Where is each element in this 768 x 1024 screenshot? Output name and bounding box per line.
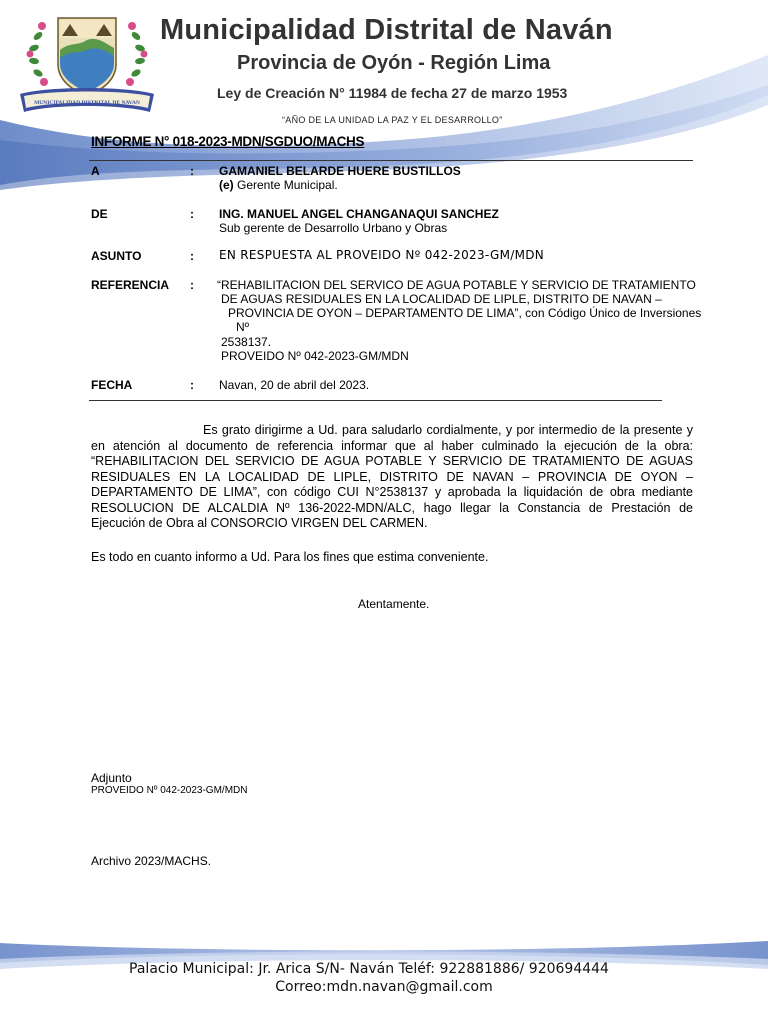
footer-email: Correo:mdn.navan@gmail.com [275,979,493,995]
field-referencia-line-5: 2538137. [221,335,272,349]
body-paragraph-2: Es todo en cuanto informo a Ud. Para los fines que estima conveniente. [91,550,489,564]
field-fecha-label: FECHA [91,378,133,392]
municipal-crest-logo [18,6,156,118]
field-a-value [219,164,461,192]
field-asunto-label: ASUNTO [91,249,142,263]
field-referencia-line-1: “REHABILITACION DEL SERVICO DE AGUA POTABLE Y SERVICIO DE TRATAMIENTO [217,278,696,292]
field-de-role: Sub gerente de Desarrollo Urbano y Obras [219,221,448,235]
informe-number: INFORME N° 018-2023-MDN/SGDUO/MACHS [91,134,365,149]
field-referencia-colon: : [190,278,194,292]
header-title: Municipalidad Distrital de Naván [160,14,613,46]
footer-address: Palacio Municipal: Jr. Arica S/N- Naván Teléf: 922881886/ 920694444 [129,961,609,977]
field-a-role [219,178,461,192]
adjunto-label: Adjunto [91,771,132,785]
field-a-colon: : [190,164,194,178]
field-asunto-value: EN RESPUESTA AL PROVEIDO Nº 042-2023-GM/MDN [219,248,545,262]
field-referencia-line-6: PROVEIDO Nº 042-2023-GM/MDN [221,349,409,363]
body-paragraph-1 [91,423,693,532]
svg-text:MUNICIPALIDAD DISTRITAL DE NAV: MUNICIPALIDAD DISTRITAL DE NAVAN [34,100,140,106]
body-paragraph-1-text: Es grato dirigirme a Ud. para saludarlo cordialmente, y por intermedio de la presente y en atención al documento de referencia informar que al haber culminado la ejecución de la obra: “REHABILITACION DEL SERVICIO DE AGUA POTABLE Y SERVICIO DE TRATAMIENTO DE AGUAS RESIDUALES EN LA LOCALIDAD DE LIPLE, DISTRITO DE NAVAN – PROVINCIA DE OYON – DEPARTAMENTO DE LIMA”, con código CUI N°2538137 y aprobada la liquidación de obra mediante RESOLUCION DE ALCALDIA Nº 136-2022-MDN/ALC, hago llegar la Constancia de Prestación de Ejecución de Obra al CONSORCIO VIRGEN DEL CARMEN. [91,423,693,530]
field-de-label: DE [91,207,108,221]
field-a-label: A [91,164,100,178]
field-fecha-value: Navan, 20 de abril del 2023. [219,378,370,392]
header-motto: “AÑO DE LA UNIDAD LA PAZ Y EL DESARROLLO” [282,115,503,125]
field-a-role-prefix: (e) [219,178,234,192]
field-de-name: ING. MANUEL ANGEL CHANGANAQUI SANCHEZ [219,207,499,221]
field-de-value [219,207,499,235]
divider-top [89,160,693,161]
field-referencia-line-2: DE AGUAS RESIDUALES EN LA LOCALIDAD DE LIPLE, DISTRITO DE NAVAN – [221,292,662,306]
divider-bottom [89,400,662,401]
field-referencia-line-4: Nº [236,320,250,334]
field-de-colon: : [190,207,194,221]
field-a-name: GAMANIEL BELARDE HUERE BUSTILLOS [219,164,461,178]
header-subtitle: Provincia de Oyón - Región Lima [237,52,551,74]
closing: Atentamente. [358,597,430,611]
field-a-role-text: Gerente Municipal. [233,178,338,192]
field-fecha-colon: : [190,378,194,392]
adjunto-item: PROVEIDO Nº 042-2023-GM/MDN [91,785,248,796]
field-referencia-line-3: PROVINCIA DE OYON – DEPARTAMENTO DE LIMA”, con Código Único de Inversiones [228,306,702,320]
field-asunto-colon: : [190,249,194,263]
archivo: Archivo 2023/MACHS. [91,854,212,868]
field-referencia-label: REFERENCIA [91,278,170,292]
header-ley: Ley de Creación N° 11984 de fecha 27 de marzo 1953 [217,85,568,101]
